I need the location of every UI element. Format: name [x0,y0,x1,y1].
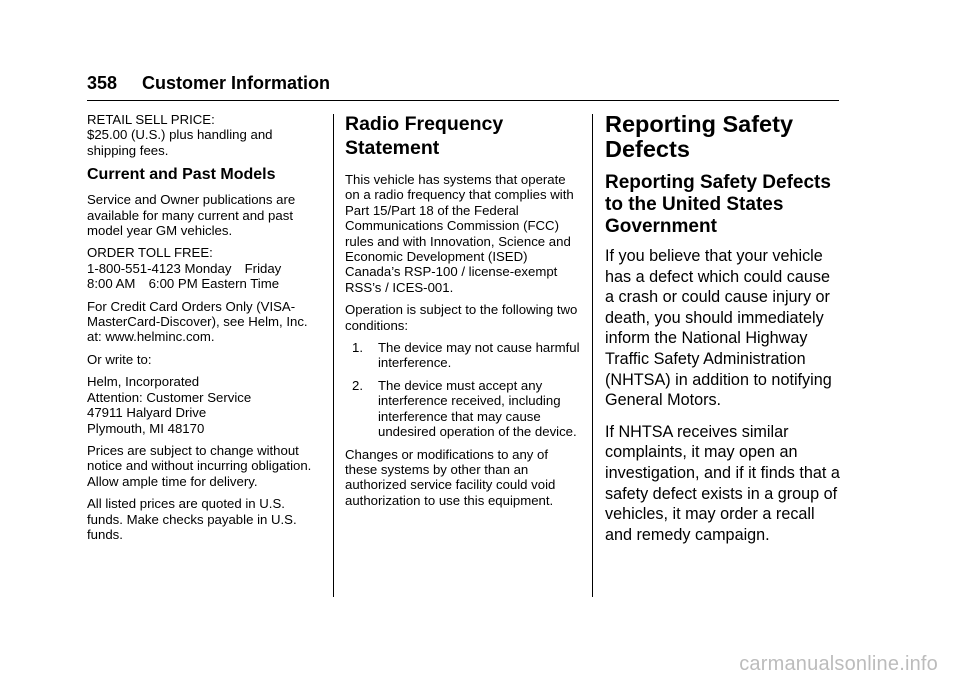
column-radio-frequency [345,112,581,515]
column-divider-left [333,114,334,597]
conditions-list [345,340,581,439]
watermark: carmanualsonline.info [739,653,938,675]
order-phone-hours: 1-800-551-4123 Monday Friday [87,260,282,276]
prices-subject-text: Prices are subject to change without notice and without incurring obligation. Allow ample time for delivery. [87,442,312,489]
nhtsa-investigation-paragraph: If NHTSA receives similar complaints, it may open an investigation, and if it finds that a safety defect exists in a group of vehicles, it may order a recall and remedy campaign. [605,422,840,544]
order-label: ORDER TOLL FREE: [87,245,213,261]
address-line: Helm, Incorporated [87,374,200,390]
radio-frequency-intro: This vehicle has systems that operate on a radio frequency that complies with Part 15/Part 18 of the Federal Communications Commission (FCC) rules and with Innovation, Science and Economic Development (ISED) Canada’s RSP-100 / license-exempt RSS’s / ICES-001. [345,172,574,295]
current-past-models-heading: Current and Past Models [87,166,276,184]
order-time: 8:00 AM 6:00 PM Eastern Time [87,276,280,292]
address-line: Plymouth, MI 48170 [87,420,205,436]
order-toll-free-block [87,245,323,291]
credit-card-text: For Credit Card Orders Only (VISA-MasterCard-Discover), see Helm, Inc. at: www.helminc.com. [87,298,308,345]
address-line: 47911 Halyard Drive [87,405,207,421]
conditions-intro: Operation is subject to the following two conditions: [345,302,578,333]
radio-frequency-heading: Radio Frequency Statement [345,113,504,159]
list-item-number: 1. [352,340,363,356]
list-item-text: The device must accept any interference received, including interference that may cause undesired operation of the device. [378,377,577,440]
list-item [345,340,581,371]
funds-text: All listed prices are quoted in U.S. funds. Make checks payable in U.S. funds. [87,496,297,542]
report-to-government-heading: Reporting Safety Defects to the United States Government [605,172,831,237]
mailing-address [87,374,323,436]
reporting-safety-defects-heading: Reporting Safety Defects [605,111,794,162]
changes-modifications-text: Changes or modifications to any of these systems by other than an authorized service facility could void authorization to use this equipment. [345,446,556,508]
section-title: Customer Information [142,73,331,93]
retail-price-value: $25.00 (U.S.) plus handling and shipping fees. [87,127,273,158]
page-header [87,72,839,101]
list-item-text: The device may not cause harmful interference. [378,340,580,371]
retail-price-block [87,112,323,158]
list-item [345,378,581,440]
address-line: Attention: Customer Service [87,389,252,405]
write-to-text: Or write to: [87,351,152,367]
column-safety-defects [605,112,841,556]
page-number: 358 [87,73,118,93]
retail-price-label: RETAIL SELL PRICE: [87,112,215,127]
column-divider-right [592,114,593,597]
column-customer-info [87,112,323,549]
defect-report-paragraph: If you believe that your vehicle has a defect which could cause a crash or could cause injury or death, you should immediately inform the National Highway Traffic Safety Administration (NHTSA) in addition to notifying General Motors. [605,247,832,410]
list-item-number: 2. [352,377,363,393]
service-publications-text: Service and Owner publications are available for many current and past model year GM vehicles. [87,192,296,239]
